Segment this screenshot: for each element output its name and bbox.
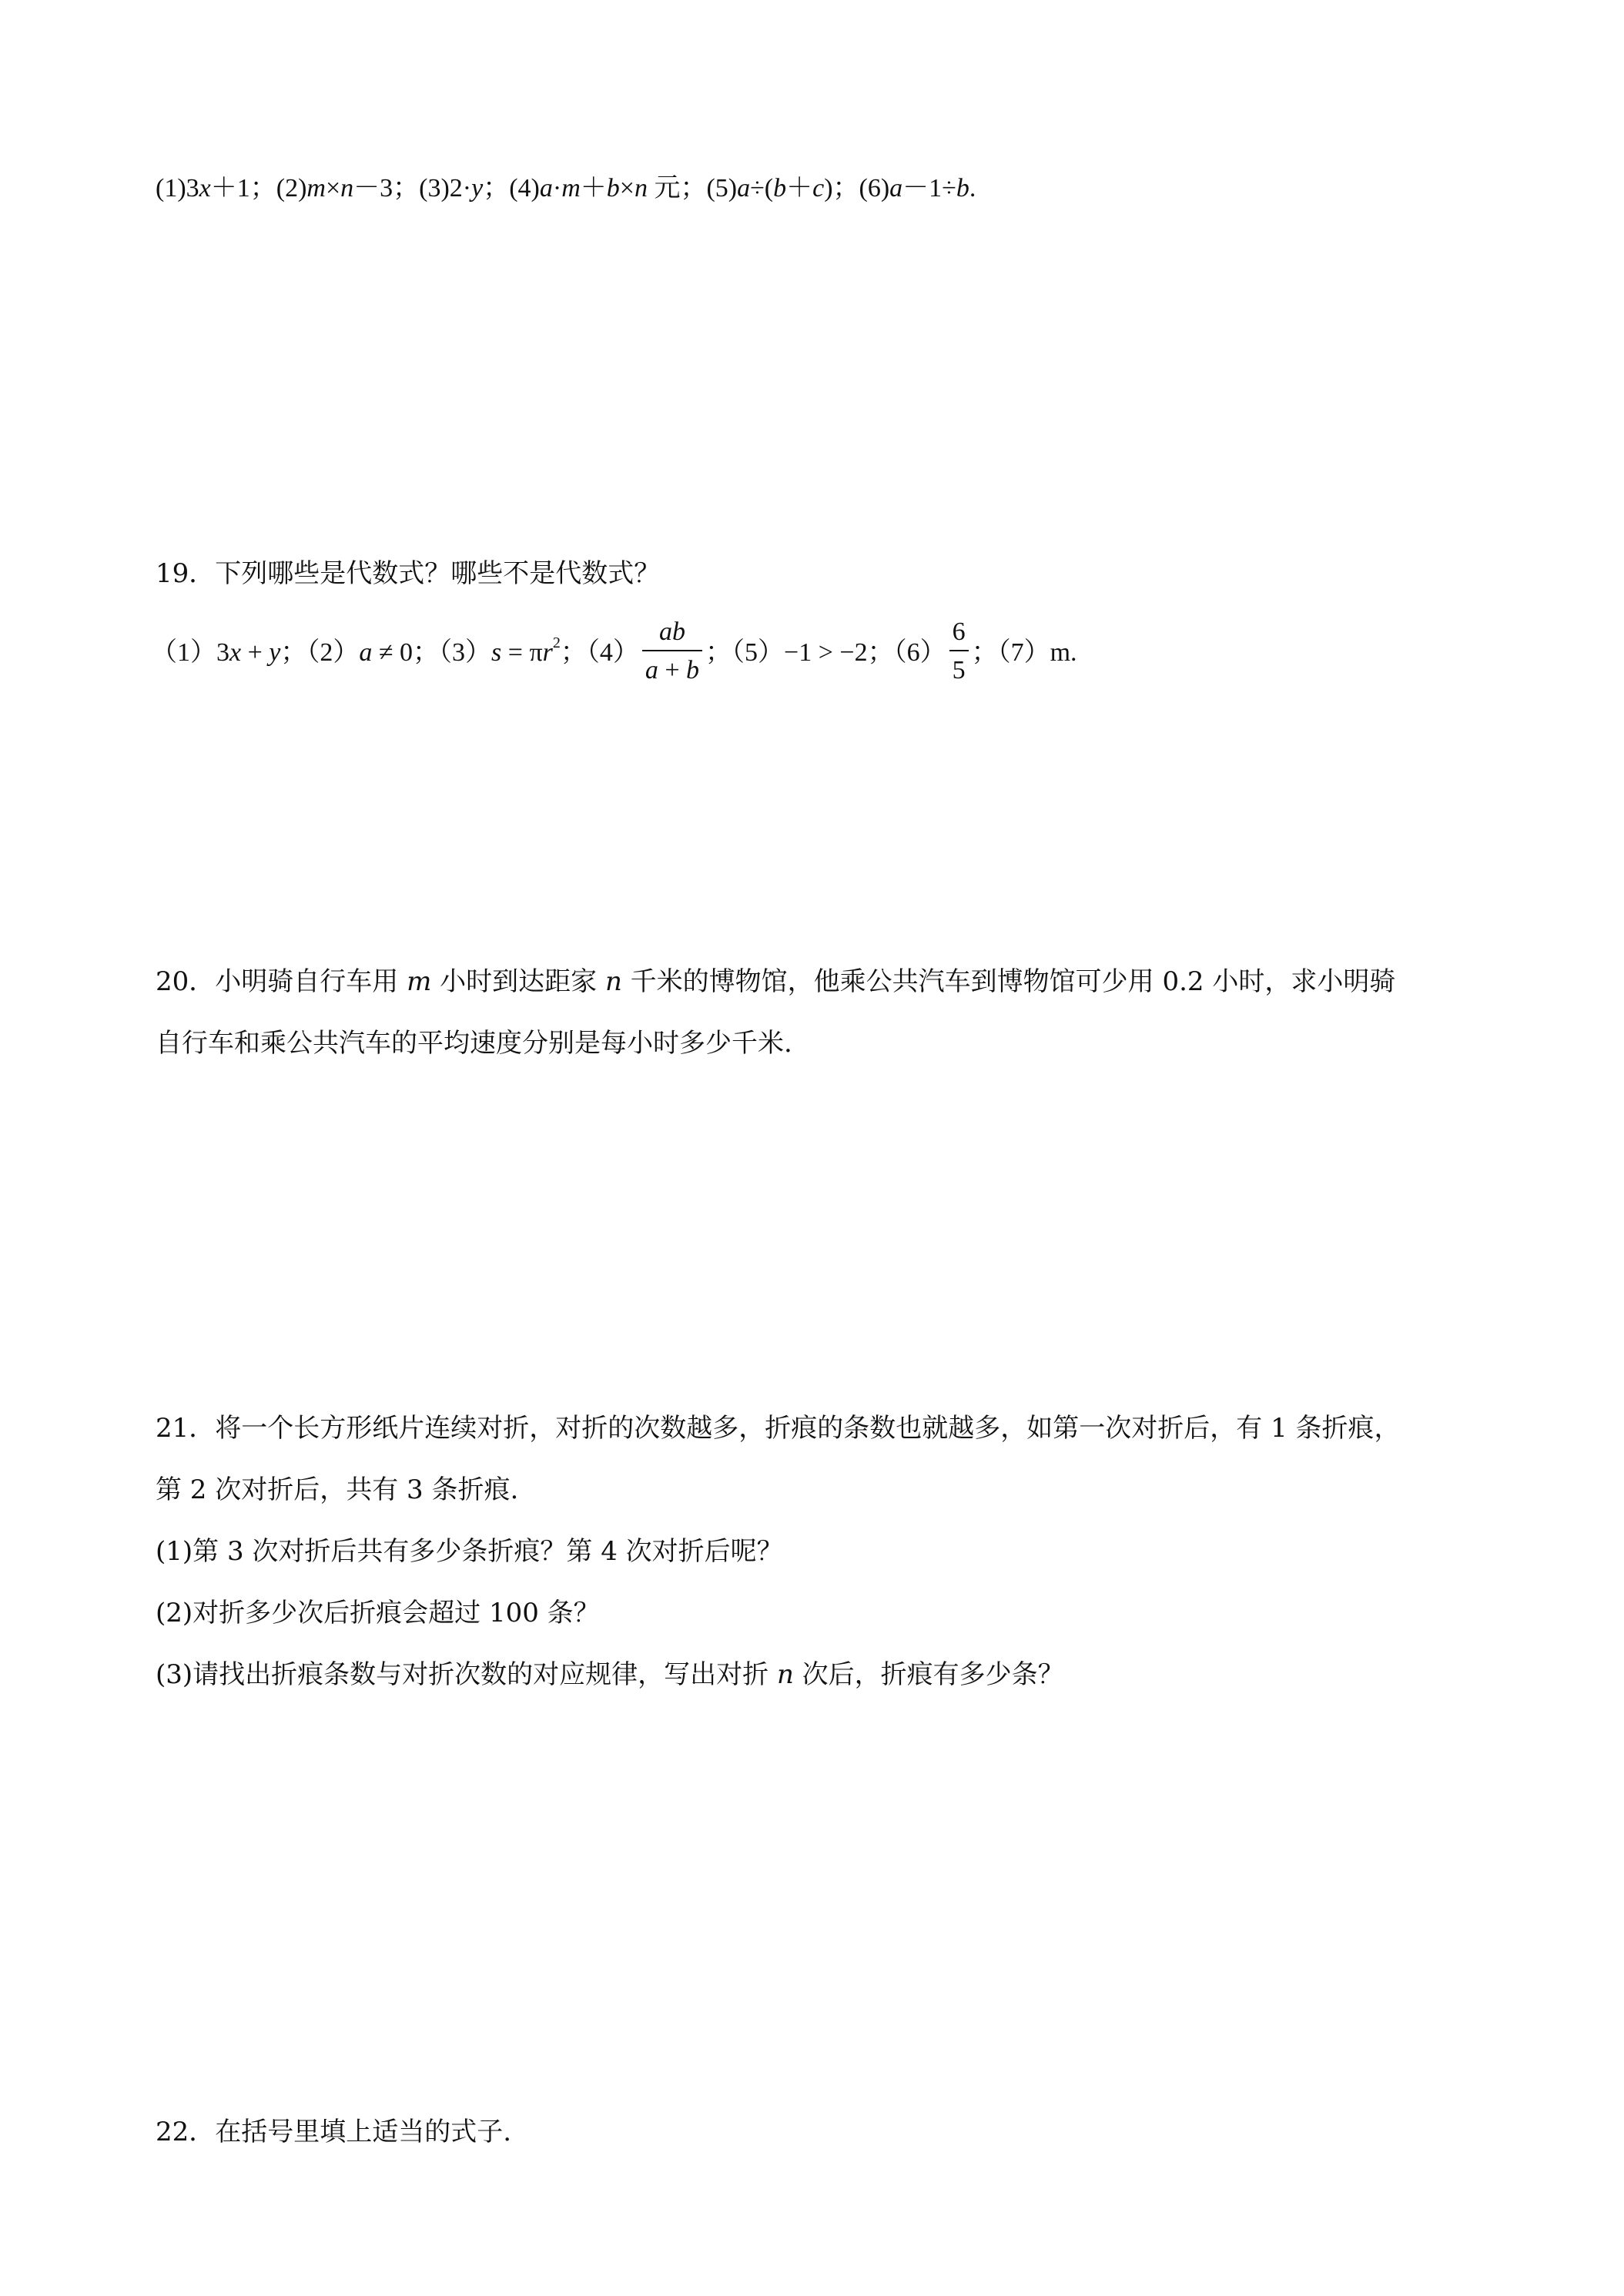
fraction-numerator: ab <box>642 619 702 651</box>
var: b <box>606 174 620 202</box>
fraction-six-fifths <box>949 619 969 684</box>
var: n <box>340 174 354 202</box>
fraction-denominator: 5 <box>952 656 966 684</box>
text: (3)请找出折痕条数与对折次数的对应规律，写出对折 <box>156 1659 777 1690</box>
text: ＋1；(2) <box>210 174 307 202</box>
var: m <box>306 174 326 202</box>
var: a <box>645 656 658 684</box>
question-22-title: 22．在括号里填上适当的式子. <box>156 2117 512 2147</box>
text: 小时到达距家 <box>431 966 605 997</box>
text: × <box>619 174 635 202</box>
var: x <box>199 174 211 202</box>
text: ≠ 0 <box>372 638 414 667</box>
question-21-sub-1: (1)第 3 次对折后共有多少条折痕？第 4 次对折后呢？ <box>156 1536 783 1567</box>
text: + <box>658 656 687 684</box>
text: + <box>241 638 270 667</box>
var: y <box>471 174 484 202</box>
item-label: ；（4） <box>560 638 639 667</box>
text: ＋ <box>786 174 813 202</box>
fraction-numerator: 6 <box>949 619 969 651</box>
text: . <box>969 174 976 202</box>
text: 次后，折痕有多少条？ <box>793 1659 1064 1690</box>
text: ＋ <box>580 174 607 202</box>
item-label: ；（7）m. <box>971 638 1077 667</box>
text: )；(6) <box>824 174 890 202</box>
var: a <box>737 174 751 202</box>
text: × <box>325 174 341 202</box>
var: a <box>889 174 903 202</box>
fraction-ab-over-a-plus-b <box>642 619 702 684</box>
text: ；(4) <box>483 174 540 202</box>
question-20-line-1 <box>156 966 1396 997</box>
question-21-line-1: 21．将一个长方形纸片连续对折，对折的次数越多，折痕的条数也就越多，如第一次对折后，有 1 条折痕， <box>156 1413 1401 1444</box>
var: b <box>956 174 969 202</box>
var: s <box>491 638 502 667</box>
text: －1÷ <box>902 174 956 202</box>
text: (1)3 <box>156 174 199 202</box>
text: 元；(5) <box>647 174 738 202</box>
text: · <box>552 174 562 202</box>
var: a <box>539 174 553 202</box>
question-21-line-2: 第 2 次对折后，共有 3 条折痕. <box>156 1474 519 1505</box>
var: r <box>542 638 553 667</box>
text: －3；(3)2· <box>353 174 472 202</box>
var: b <box>686 656 700 684</box>
var: n <box>604 966 622 997</box>
item-label: ；（3） <box>413 638 492 667</box>
question-20-line-2: 自行车和乘公共汽车的平均速度分别是每小时多少千米. <box>156 1028 792 1059</box>
text: 3 <box>216 638 229 667</box>
text: 20．小明骑自行车用 <box>156 966 407 997</box>
question-21-sub-2: (2)对折多少次后折痕会超过 100 条？ <box>156 1598 600 1628</box>
superscript: 2 <box>552 634 561 652</box>
var: m <box>561 174 581 202</box>
item-label: （1） <box>151 638 216 667</box>
item-label: ；（6） <box>867 638 946 667</box>
var: n <box>634 174 648 202</box>
question-19-items <box>151 618 1077 687</box>
fraction-denominator <box>642 651 702 684</box>
text: ÷( <box>750 174 774 202</box>
text: 千米的博物馆，他乘公共汽车到博物馆可少用 0.2 小时，求小明骑 <box>621 966 1396 997</box>
var: m <box>407 966 432 997</box>
var: x <box>229 638 242 667</box>
item-label: ；（5） <box>705 638 785 667</box>
intro-expression-line <box>156 176 976 202</box>
var: n <box>776 1659 794 1690</box>
var: b <box>773 174 787 202</box>
var: c <box>812 174 825 202</box>
inequality: −1 > −2 <box>784 638 868 667</box>
var: y <box>269 638 281 667</box>
var: a <box>359 638 373 667</box>
text: = π <box>501 638 543 667</box>
item-label: ；（2） <box>280 638 360 667</box>
question-21-sub-3 <box>156 1659 1064 1690</box>
question-19-title: 19．下列哪些是代数式？哪些不是代数式？ <box>156 558 661 589</box>
